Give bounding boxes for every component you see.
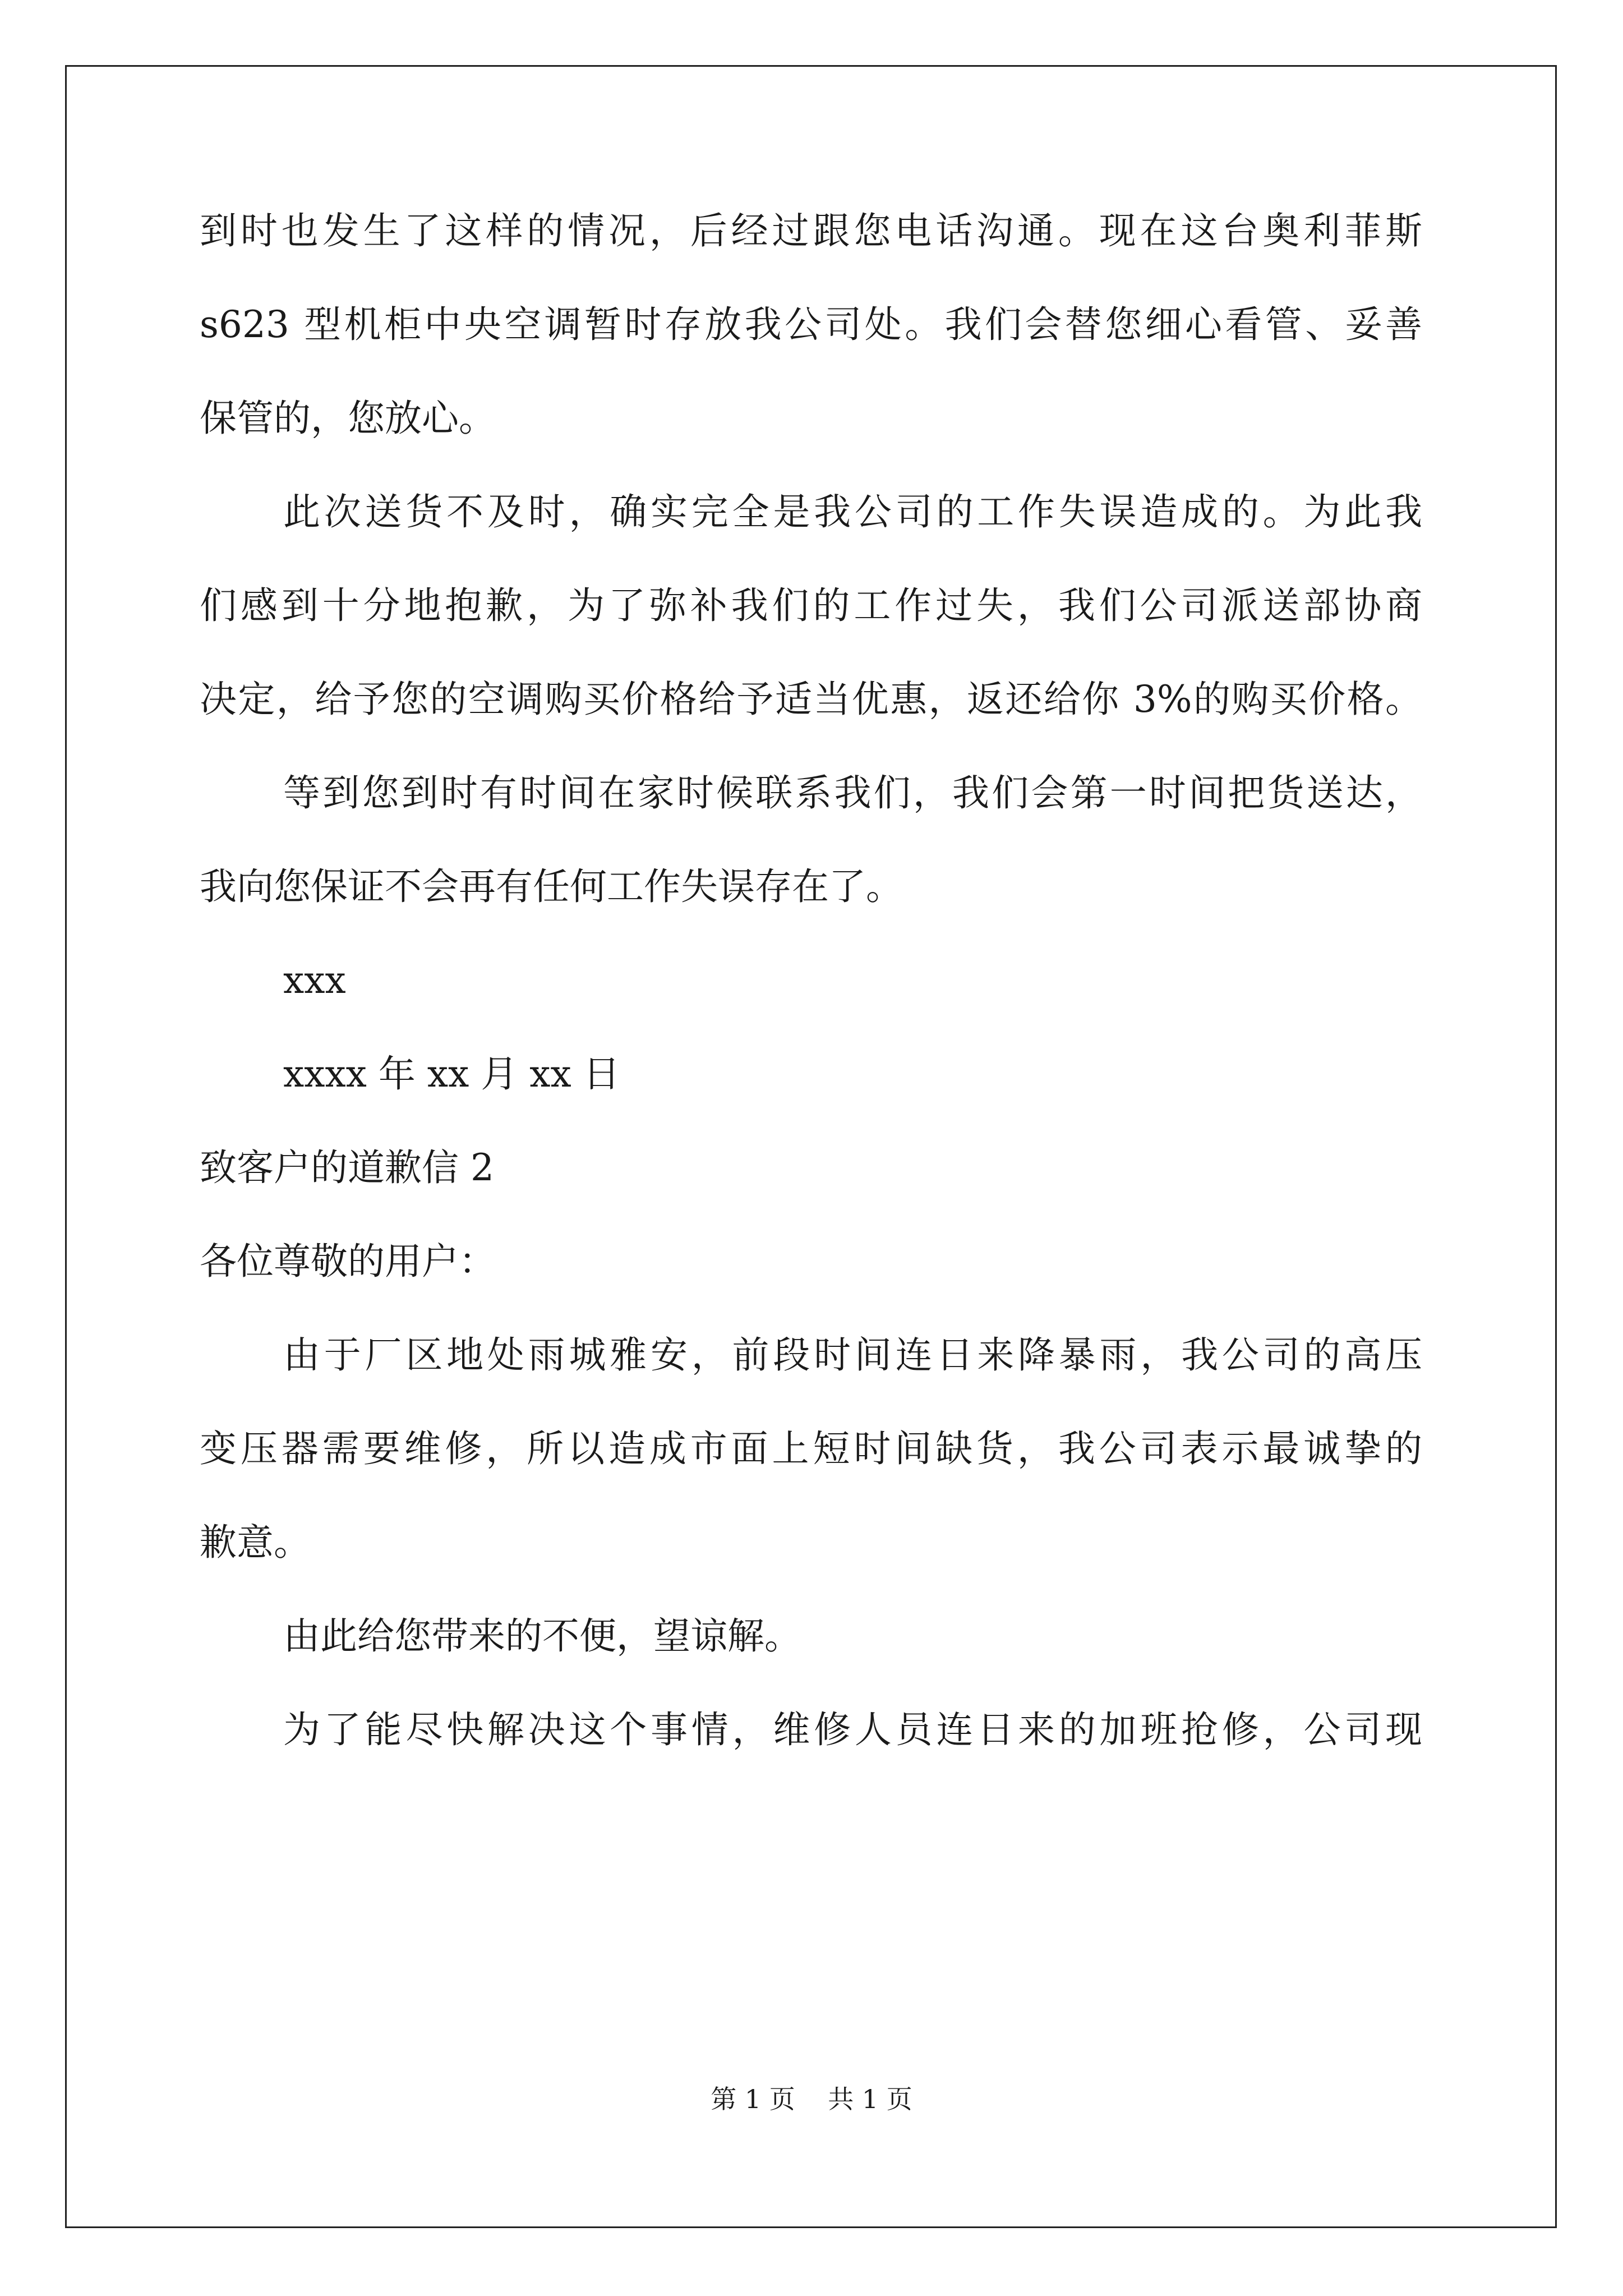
text-line-7: 等到您到时有时间在家时候联系我们，我们会第一时间把货送达， [283,771,1422,815]
text-line-17: 为了能尽快解决这个事情，维修人员连日来的加班抢修，公司现 [283,1708,1422,1751]
text-line-8: 我向您保证不会再有任何工作失误存在了。 [200,865,903,908]
signature-name: xxx [283,959,346,1002]
text-line-15: 歉意。 [200,1521,311,1564]
text-line-2: s623 型机柜中央空调暂时存放我公司处。我们会替您细心看管、妥善 [200,303,1422,346]
section-heading: 致客户的道歉信 2 [200,1146,494,1189]
document-body [200,208,1422,1800]
text-line-3: 保管的，您放心。 [200,397,496,440]
text-line-16: 由此给您带来的不便，望谅解。 [283,1614,801,1658]
text-line-5: 们感到十分地抱歉，为了弥补我们的工作过失，我们公司派送部协商 [200,584,1422,627]
text-line-1: 到时也发生了这样的情况，后经过跟您电话沟通。现在这台奥利菲斯 [200,209,1422,252]
text-line-13: 由于厂区地处雨城雅安，前段时间连日来降暴雨，我公司的高压 [283,1333,1422,1377]
text-line-4: 此次送货不及时，确实完全是我公司的工作失误造成的。为此我 [283,490,1422,533]
page-number-footer: 第 1 页 共 1 页 [711,2084,912,2114]
signature-date: xxxx 年 xx 月 xx 日 [283,1052,620,1096]
text-line-6: 决定，给予您的空调购买价格给予适当优惠，返还给你 3%的购买价格。 [200,678,1422,721]
text-line-14: 变压器需要维修，所以造成市面上短时间缺货，我公司表示最诚挚的 [200,1427,1422,1470]
salutation: 各位尊敬的用户： [200,1240,496,1283]
